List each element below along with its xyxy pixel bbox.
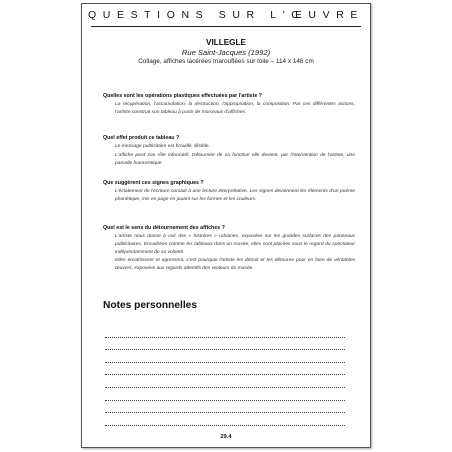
question-block-3 (103, 180, 355, 204)
header-rule (91, 26, 361, 27)
answer-paragraph: La récupération, l'accumulation, la destruction, l'appropriation, la composition. Par ces différentes actions, l'artiste construit son tableau à partir de morceaux d'affiches. (115, 102, 355, 115)
answer-text (115, 143, 355, 167)
question-block-2 (103, 135, 355, 167)
answer-text (115, 188, 355, 204)
notes-line (105, 338, 345, 351)
notes-lines (105, 325, 345, 426)
notes-title: Notes personnelles (103, 300, 197, 311)
page-number: 29.4 (220, 434, 232, 440)
answer-paragraph: Le message publicitaire est brouillé, illisible. (115, 144, 210, 149)
answer-paragraph: L'affiche perd son rôle informatif. Détournée de sa fonction elle devient, par l'intervention de l'artiste, une parcelle humoristique. (115, 152, 355, 166)
notes-line (105, 350, 345, 363)
notes-line (105, 401, 345, 414)
question-block-1 (103, 93, 355, 117)
answer-paragraph: Elles envahissent et agressent, c'est pourquoi l'artiste les détruit et les détourne pour en faire de véritables œuvres, exposées aux regards attentifs des visiteurs du musée. (115, 258, 355, 272)
answer-paragraph: L'éclatement de l'écriture conduit à une lecture interprétative. Les signes deviennent les éléments d'un poème phonétique, mis en page en jouant sur les formes et les couleurs. (115, 189, 355, 202)
notes-line (105, 388, 345, 401)
question-block-4 (103, 225, 355, 273)
answer-text (115, 233, 355, 273)
question-heading: Quel est le sens du détournement des affiches ? (103, 225, 225, 231)
notes-line (105, 363, 345, 376)
answer-paragraph: L'artiste nous donne à voir des « histoires » urbaines, exposées sur les grandes surfaces des panneaux publicitaires. Encadrées comme les tableaux dans un musée, elles sont placées sous le regard du spectateur indépendamment de sa volonté. (115, 234, 355, 255)
answer-text (115, 101, 355, 117)
question-heading: Quel effet produit ce tableau ? (103, 135, 180, 141)
notes-line (105, 325, 345, 338)
question-heading: Quelles sont les opérations plastiques effectuées par l'artiste ? (103, 93, 263, 99)
question-heading: Que suggèrent ces signes graphiques ? (103, 180, 204, 186)
artwork-title: Rue Saint-Jacques (1992) (181, 48, 271, 57)
worksheet-page (81, 3, 371, 448)
artwork-technique: Collage, affiches lacérées marouflées sur toile – 114 x 146 cm (138, 58, 314, 65)
page-header-title: QUESTIONS SUR L'ŒUVRE (88, 9, 364, 21)
notes-line (105, 413, 345, 426)
artist-name: VILLEGLE (205, 38, 247, 47)
notes-line (105, 375, 345, 388)
